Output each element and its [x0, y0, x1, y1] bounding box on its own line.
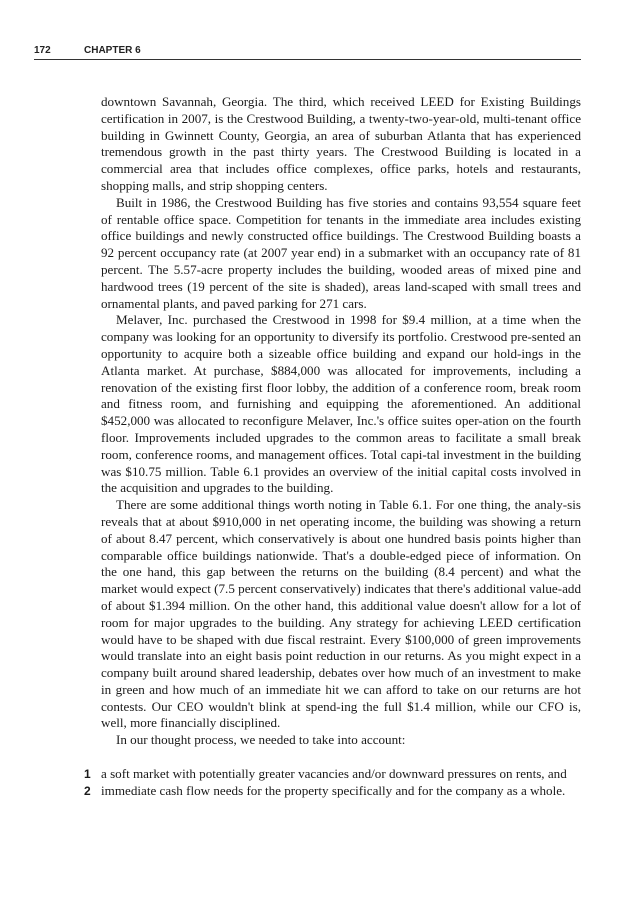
running-header: [34, 44, 581, 60]
list-item-text: immediate cash flow needs for the property specifically and for the company as a whole.: [101, 782, 566, 798]
list-item: [84, 766, 581, 783]
list-number: 2: [84, 783, 91, 798]
paragraph-5: In our thought process, we needed to take into account:: [116, 732, 406, 748]
numbered-list: [84, 766, 581, 800]
paragraph-4: There are some additional things worth noting in Table 6.1. For one thing, the analy-sis reveals that at about $910,000 in net operating income, the building was showing a return of about 8.47 percent, which conservatively is about one hundred basis points higher than comparable office buildings nationwide. That's a double-edged piece of information. On the one hand, this gap between the returns on the building (8.4 percent) and what the market would expect (7.5 percent conservatively) indicates that there's additional value-add of about $1.394 million. On the other hand, this additional value doesn't allow for a lot of room for major upgrades to the building. Any strategy for achieving LEED certification would have to be shaped with due fiscal restraint. Every $100,000 of green improvements would translate into an eight basis point reduction in our returns. As you might expect in a company built around shared leadership, debates over how much of an investment to make in green and how much of an immediate hit we can afford to take on our returns are hot contests. Our CEO wouldn't blink at spend-ing the full $1.4 million, while our CFO is, well, more financially disciplined.: [101, 497, 581, 731]
list-item-text: a soft market with potentially greater vacancies and/or downward pressures on rents, and: [101, 766, 567, 782]
paragraph-1: downtown Savannah, Georgia. The third, which received LEED for Existing Buildings certification in 2007, is the Crestwood Building, a twenty-two-year-old, multi-tenant office building in Gwinnett County, Georgia, an area of suburban Atlanta that has experienced tremendous growth in the past thirty years. The Crestwood Building is located in a commercial area that includes office complexes, office parks, hotels and restaurants, shopping malls, and strip shopping centers.: [101, 94, 581, 193]
list-number: 1: [84, 767, 91, 782]
body-text: [84, 94, 581, 800]
page-number: 172: [34, 45, 51, 56]
paragraph-3: Melaver, Inc. purchased the Crestwood in 1998 for $9.4 million, at a time when the company was looking for an opportunity to diversify its portfolio. Crestwood pre-sented an opportunity to acquire both a sizeable office building and expand our hold-ings in the Atlanta market. At purchase, $884,000 was allocated for improvements, including a renovation of the existing first floor lobby, the addition of a conference room, break room and fitness room, and furnishing and equipping the aforementioned. An additional $452,000 was allocated to reconfigure Melaver, Inc.'s office suites oper-ation on the fourth floor. Improvements included upgrades to the common areas to facilitate a small break room, conference rooms, and management offices. Total capi-tal investment in the building was $10.75 million. Table 6.1 provides an overview of the initial capital costs involved in the acquisition and upgrades to the building.: [101, 312, 581, 496]
paragraph-2: Built in 1986, the Crestwood Building has five stories and contains 93,554 square feet of rentable office space. Competition for tenants in the immediate area includes existing office buildings and newly constructed office buildings. The Crestwood Building boasts a 92 percent occupancy rate (at 2007 year end) in a submarket with an occupancy rate of 81 percent. The 5.57-acre property includes the building, wooded areas of mixed pine and hardwood trees (19 percent of the site is shaded), areas land-scaped with small trees and ornamental plants, and paved parking for 271 cars.: [101, 194, 581, 311]
list-item: [84, 782, 581, 800]
chapter-label: CHAPTER 6: [84, 45, 141, 56]
